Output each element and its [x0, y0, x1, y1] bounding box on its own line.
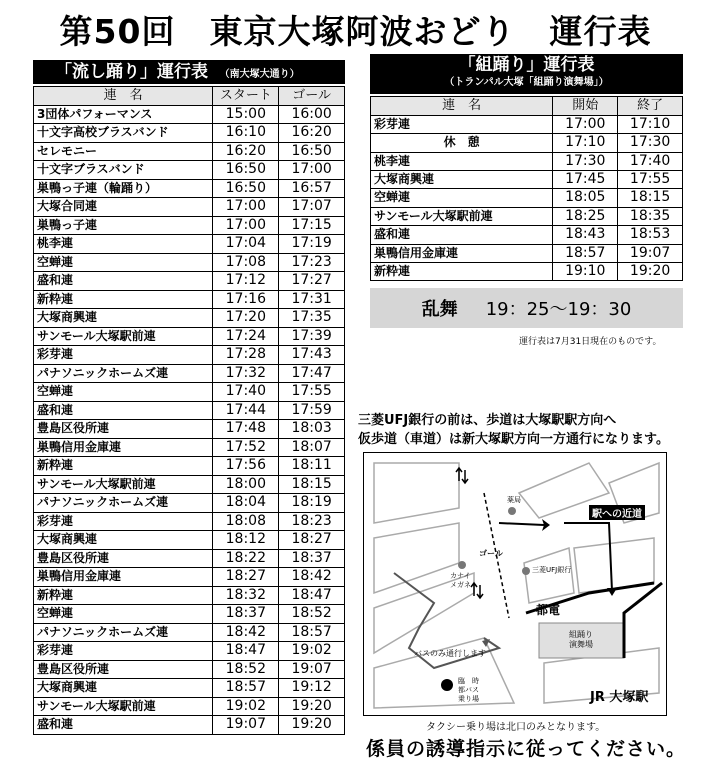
cell-name: 新粋連 — [34, 586, 213, 605]
cell-name: 空蝉連 — [371, 189, 553, 207]
cell-goal: 16:20 — [279, 124, 345, 143]
cell-start: 16:10 — [213, 124, 279, 143]
cell-name: サンモール大塚駅前連 — [371, 207, 553, 225]
cell-name: 3団体パフォーマンス — [34, 105, 213, 124]
kumi-odori-table — [370, 96, 683, 281]
table-row — [34, 549, 345, 568]
two-way-arrow-1 — [456, 468, 468, 483]
kumiodori-label-1: 組踊り — [569, 630, 593, 639]
cell-name: サンモール大塚駅前連 — [34, 327, 213, 346]
cell-name: 新粋連 — [34, 457, 213, 476]
table-row — [34, 457, 345, 476]
cell-name: 大塚合同連 — [34, 198, 213, 217]
cell-name: 巣鴨っ子連（輪踊り） — [34, 179, 213, 198]
cell-name: 空蝉連 — [34, 605, 213, 624]
col-header-start: スタート — [213, 87, 279, 106]
table-row — [34, 179, 345, 198]
cell-name: 巣鴨信用金庫連 — [34, 438, 213, 457]
shortcut-path-1 — [499, 523, 544, 525]
megane-label-2: メガネ — [450, 581, 471, 589]
kumiodori-label-2: 演舞場 — [569, 640, 593, 649]
table-row — [34, 586, 345, 605]
page-title: 第50回 東京大塚阿波おどり 運行表 — [59, 12, 652, 51]
cell-goal: 18:47 — [279, 586, 345, 605]
cell-start: 17:20 — [213, 309, 279, 328]
jr-station-label: JR 大塚駅 — [590, 690, 649, 705]
footer-instruction: 係員の誘導指示に従ってください。 — [366, 738, 687, 760]
table-row — [34, 309, 345, 328]
col-header-end: 終了 — [618, 97, 683, 116]
cell-goal: 19:07 — [279, 660, 345, 679]
table-row — [34, 623, 345, 642]
cell-start: 18:12 — [213, 531, 279, 550]
cell-name: 大塚商興連 — [34, 309, 213, 328]
cell-name: 盛和連 — [371, 226, 553, 244]
cell-name: 彩芽連 — [34, 642, 213, 661]
cell-goal: 16:57 — [279, 179, 345, 198]
table-row — [34, 161, 345, 180]
col-header-start: 開始 — [553, 97, 618, 116]
cell-name: パナソニックホームズ連 — [34, 364, 213, 383]
pharmacy-label: 薬局 — [507, 496, 521, 504]
table-row — [34, 124, 345, 143]
cell-name: サンモール大塚駅前連 — [34, 475, 213, 494]
table-row — [34, 235, 345, 254]
cell-start: 19:10 — [553, 262, 618, 280]
bank-label: 三菱UFJ銀行 — [532, 566, 572, 574]
left-header-title: 「流し踊り」運行表 — [55, 62, 208, 82]
cell-start: 18:27 — [213, 568, 279, 587]
ranbu-box — [370, 288, 683, 328]
cell-start: 16:50 — [213, 179, 279, 198]
bus-stop-label-1: 臨 時 — [458, 677, 479, 685]
table-row — [34, 142, 345, 161]
cell-name: 空蝉連 — [34, 253, 213, 272]
table-row — [34, 327, 345, 346]
cell-name: 盛和連 — [34, 716, 213, 735]
cell-goal: 18:57 — [279, 623, 345, 642]
cell-start: 15:00 — [213, 105, 279, 124]
cell-goal: 17:39 — [279, 327, 345, 346]
col-header-name: 連 名 — [371, 97, 553, 116]
cell-start: 18:37 — [213, 605, 279, 624]
cell-goal: 18:37 — [279, 549, 345, 568]
route-map — [363, 452, 667, 716]
cell-name: 盛和連 — [34, 401, 213, 420]
cell-goal: 18:19 — [279, 494, 345, 513]
cell-end: 19:20 — [618, 262, 683, 280]
toden-label: 都電 — [536, 603, 561, 617]
table-row — [34, 383, 345, 402]
cell-name: 彩芽連 — [371, 115, 553, 133]
cell-name: 十文字高校ブラスバンド — [34, 124, 213, 143]
cell-start: 19:02 — [213, 697, 279, 716]
cell-end: 17:55 — [618, 170, 683, 188]
cell-name: 巣鴨信用金庫連 — [371, 244, 553, 262]
cell-start: 17:08 — [213, 253, 279, 272]
table-row — [34, 105, 345, 124]
cell-name: 彩芽連 — [34, 512, 213, 531]
cell-name: 桃李連 — [34, 235, 213, 254]
cell-name: 大塚商興連 — [34, 531, 213, 550]
cell-end: 17:10 — [618, 115, 683, 133]
cell-goal: 18:27 — [279, 531, 345, 550]
cell-goal: 16:50 — [279, 142, 345, 161]
cell-start: 17:10 — [553, 134, 618, 152]
cell-start: 17:40 — [213, 383, 279, 402]
nagashi-odori-rows — [34, 105, 345, 734]
cell-goal: 17:00 — [279, 161, 345, 180]
cell-start: 18:32 — [213, 586, 279, 605]
cell-name: 新粋連 — [371, 262, 553, 280]
cell-name: 空蝉連 — [34, 383, 213, 402]
cell-start: 18:57 — [213, 679, 279, 698]
cell-name: 大塚商興連 — [371, 170, 553, 188]
cell-name: パナソニックホームズ連 — [34, 494, 213, 513]
bus-stop-marker — [441, 679, 453, 691]
table-row — [34, 531, 345, 550]
table-row — [34, 568, 345, 587]
goal-label: ゴール — [479, 549, 503, 558]
cell-goal: 17:15 — [279, 216, 345, 235]
cell-start: 18:52 — [213, 660, 279, 679]
table-row — [371, 134, 683, 152]
cell-goal: 18:42 — [279, 568, 345, 587]
table-row — [34, 364, 345, 383]
table-row — [34, 346, 345, 365]
table-row — [371, 207, 683, 225]
cell-start: 17:32 — [213, 364, 279, 383]
table-row — [371, 262, 683, 280]
cell-name: 豊島区役所連 — [34, 549, 213, 568]
table-row — [371, 170, 683, 188]
cell-start: 18:08 — [213, 512, 279, 531]
cell-start: 17:45 — [553, 170, 618, 188]
cell-name: 新粋連 — [34, 290, 213, 309]
cell-goal: 17:07 — [279, 198, 345, 217]
cell-goal: 18:07 — [279, 438, 345, 457]
cell-goal: 17:27 — [279, 272, 345, 291]
ranbu-time: 19：25～19：30 — [485, 299, 632, 320]
kumi-odori-rows — [371, 115, 683, 281]
map-drawing — [364, 453, 666, 715]
schedule-note: 運行表は7月31日現在のものです。 — [519, 337, 662, 347]
cell-start: 17:52 — [213, 438, 279, 457]
shortcut-path-2 — [564, 523, 612, 591]
notice-line-1: 三菱UFJ銀行の前は、歩道は大塚駅駅方向へ — [358, 413, 617, 428]
cell-name: パナソニックホームズ連 — [34, 623, 213, 642]
cell-goal: 17:35 — [279, 309, 345, 328]
cell-start: 17:56 — [213, 457, 279, 476]
bus-stop-label-2: 都バス — [458, 686, 479, 694]
cell-start: 18:43 — [553, 226, 618, 244]
cell-name: 巣鴨っ子連 — [34, 216, 213, 235]
cell-start: 18:22 — [213, 549, 279, 568]
col-header-name: 連 名 — [34, 87, 213, 106]
cell-goal: 17:23 — [279, 253, 345, 272]
table-row — [34, 272, 345, 291]
rail-line — [624, 583, 662, 658]
table-row — [34, 290, 345, 309]
right-header-location: （トランパル大塚「組踊り演舞場」） — [444, 77, 609, 88]
table-row — [34, 438, 345, 457]
table-row — [371, 244, 683, 262]
cell-name: 豊島区役所連 — [34, 420, 213, 439]
nagashi-odori-table — [33, 86, 345, 735]
megane-label-1: カナイ — [450, 572, 471, 580]
table-row — [371, 226, 683, 244]
cell-goal: 17:31 — [279, 290, 345, 309]
table-row — [371, 152, 683, 170]
cell-start: 17:24 — [213, 327, 279, 346]
cell-name: セレモニー — [34, 142, 213, 161]
cell-name: 巣鴨信用金庫連 — [34, 568, 213, 587]
cell-start: 18:57 — [553, 244, 618, 262]
cell-goal: 19:12 — [279, 679, 345, 698]
cell-goal: 18:03 — [279, 420, 345, 439]
table-row — [34, 697, 345, 716]
cell-start: 17:00 — [553, 115, 618, 133]
cell-start: 17:04 — [213, 235, 279, 254]
cell-start: 18:47 — [213, 642, 279, 661]
col-header-goal: ゴール — [279, 87, 345, 106]
cell-goal: 17:43 — [279, 346, 345, 365]
table-row — [34, 716, 345, 735]
table-row — [34, 198, 345, 217]
table-row — [34, 475, 345, 494]
table-row — [371, 189, 683, 207]
cell-goal: 18:52 — [279, 605, 345, 624]
table-row — [34, 420, 345, 439]
right-header-title: 「組踊り」運行表 — [458, 55, 595, 75]
cell-goal: 17:19 — [279, 235, 345, 254]
cell-goal: 16:00 — [279, 105, 345, 124]
station-path-label: 駅への近道 — [589, 505, 645, 520]
bus-stop-label-3: 乗り場 — [458, 695, 479, 703]
cell-name: 休 憩 — [371, 134, 553, 152]
cell-name: 十文字ブラスバンド — [34, 161, 213, 180]
table-row — [34, 679, 345, 698]
table-row — [34, 605, 345, 624]
cell-name: サンモール大塚駅前連 — [34, 697, 213, 716]
cell-start: 18:05 — [553, 189, 618, 207]
notice-line-2: 仮歩道（車道）は新大塚駅方向一方通行になります。 — [358, 432, 669, 447]
cell-end: 18:15 — [618, 189, 683, 207]
table-row — [34, 642, 345, 661]
bus-route-arrow — [482, 639, 490, 647]
cell-start: 18:25 — [553, 207, 618, 225]
cell-goal: 18:11 — [279, 457, 345, 476]
pharmacy-marker — [508, 507, 516, 515]
cell-name: 豊島区役所連 — [34, 660, 213, 679]
cell-start: 19:07 — [213, 716, 279, 735]
cell-goal: 19:20 — [279, 716, 345, 735]
cell-name: 彩芽連 — [34, 346, 213, 365]
cell-end: 17:30 — [618, 134, 683, 152]
cell-name: 桃李連 — [371, 152, 553, 170]
cell-end: 19:07 — [618, 244, 683, 262]
cell-start: 17:30 — [553, 152, 618, 170]
cell-start: 17:12 — [213, 272, 279, 291]
two-way-arrow-2 — [471, 583, 483, 598]
cell-goal: 19:20 — [279, 697, 345, 716]
cell-start: 16:50 — [213, 161, 279, 180]
cell-start: 17:16 — [213, 290, 279, 309]
bus-only-label: バスのみ通行します — [414, 649, 486, 658]
table-row — [34, 216, 345, 235]
ranbu-label: 乱舞 — [421, 299, 458, 320]
table-row — [34, 253, 345, 272]
cell-start: 18:04 — [213, 494, 279, 513]
left-header-location: （南大塚大通り） — [219, 69, 300, 80]
cell-end: 17:40 — [618, 152, 683, 170]
right-table-header — [370, 54, 683, 94]
cell-goal: 17:55 — [279, 383, 345, 402]
cell-start: 17:48 — [213, 420, 279, 439]
cell-start: 16:20 — [213, 142, 279, 161]
left-table-header — [33, 60, 345, 84]
table-row — [34, 401, 345, 420]
cell-goal: 19:02 — [279, 642, 345, 661]
shortcut-arrow-2 — [607, 588, 617, 596]
cell-start: 17:44 — [213, 401, 279, 420]
cell-start: 17:28 — [213, 346, 279, 365]
table-row — [34, 512, 345, 531]
cell-end: 18:53 — [618, 226, 683, 244]
megane-marker — [458, 561, 466, 569]
table-row — [371, 115, 683, 133]
cell-start: 18:00 — [213, 475, 279, 494]
bank-marker — [522, 567, 530, 575]
table-row — [34, 660, 345, 679]
table-row — [34, 494, 345, 513]
cell-goal: 18:15 — [279, 475, 345, 494]
cell-goal: 17:59 — [279, 401, 345, 420]
cell-start: 17:00 — [213, 198, 279, 217]
taxi-note: タクシー乗り場は北口のみとなります。 — [426, 722, 606, 733]
cell-name: 盛和連 — [34, 272, 213, 291]
cell-start: 18:42 — [213, 623, 279, 642]
cell-name: 大塚商興連 — [34, 679, 213, 698]
cell-start: 17:00 — [213, 216, 279, 235]
cell-goal: 17:47 — [279, 364, 345, 383]
cell-end: 18:35 — [618, 207, 683, 225]
cell-goal: 18:23 — [279, 512, 345, 531]
